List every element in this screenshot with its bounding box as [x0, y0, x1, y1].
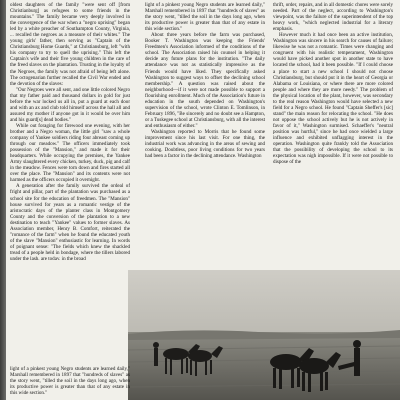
- text-column-2: [145, 2, 265, 272]
- paragraph: light of a pinkest young Negro students are learned daily," Marshall remembered in 1897 that "hundreds of slaves" as the story went, "tilled the soil in the days long ago, when its productive power is greater than that of any estate in this wide section.": [145, 2, 265, 33]
- paragraph: oldest daughters of the family "were sent off [from Christianburg] as refugees to some friends in the mountains." The family became very deeply involved in the convergence of the war when a "negro uprising" began led by a white preacher of Southampton County, Virginia, ... recalled the negroes as a measure of their whites." The young girls' father, then serving as "Captain of the Christiansburg Home Guards," at Christiansburg, left "with his company to try to quell the uprising." This left the Captain's wife and their five young children in the care of the freed slaves on the plantation. Trusting in the loyalty of the Negroes, the family was not afraid of being left alone. The octogenarian further recalled the Civil War ended and the devotion of the slaves:: [10, 2, 130, 87]
- page-binding-edge: [0, 0, 6, 400]
- paragraph: thrift, order, repairs, and in all domestic chores were sorely needed. Part of the neglect, according to Washington's viewpoint, was the failure of the superintendent of the top heavy work, "which neglected industrial for a literary emphasis.: [273, 2, 393, 33]
- paragraph: However much it had once been an active institution, Washington was sincere in his search for causes of failure; likewise he was not a romantic. Times were changing and congruent with his realistic temperament, Washington would have picked another spot in another state to have located the school, had it been possible. "If I could choose a place to start a new school I should not choose Christiansburg, but should put it in the heart of Georgia or Alabama or Louisiana, or where there are more colored people and where they are more needy." The problem of the physical location of the plant, however, was secondary to the real reason Washington would have selected a new field for a Negro school. He found "Captain Sheffer's [sic] stand" the main reason for relocating the school. "He does not oppose the school actively but he is not actively in favor of it," Washington surmised. Schaeffer's "neutral position was hurtful," since he had once wielded a large influence and exhibited unflagging interest in the operation. Washington quite frankly told the Association that the possibility of developing the school to its expectation was nigh impossible. If it were not possible to dispose of the: [273, 32, 393, 166]
- paragraph: About three years before the farm was purchased, Booker T. Washington was keeping the Friends' Freedmen's Association informed of the conditions of the school. The Association raised his counsel in helping it decide any future plans for the institution. "The daily attendance was not as statistically impressive as the Friends would have liked. They specifically asked Washington to suggest ways to offset the declining school membership." A question was raised about the neighborhood—if it were not made possible to support a flourishing enrollment. Much of the Association's future in education in the south depended on Washington's supervision of the school, wrote Clinton E. Tomlinson, in February 1896, "Be sincerely and no doubt see a Hampton, or a Tuskegee school at Christiansburg, with all the interest and enthusiasm of either.": [145, 32, 265, 129]
- paragraph: A generation after the family survived the ordeal of fright and pillar, part of the plantation was purchased as a school site for the education of freedmen. The "Mansion" house survived for years as a romantic vestige of the aristocratic days of the planter class in Montgomery County and the conversion of the plantation to a new destination to teach "Yankee" values to former slaves. As Association member, Henry B. Comfort, reiterated the "romance of the farm" when he found the educated youth of the slave "Mansion" enthusiastic for learning. In words of poignant sense: "The fields which knew the shackled tread of a people held in bondage, where the tillers labored under the lash, are today, in the broad: [10, 183, 130, 260]
- text-column-1: [10, 2, 130, 260]
- text-column-3: [273, 2, 393, 314]
- horse-plowing-photo-icon: [128, 270, 400, 400]
- paragraph: Washington reported to Morris that he found some improvement since his last visit. For one thing, the industrial work was advancing in the areas of sewing and cooking. Doubtless, poor living conditions for two years had been a factor in the declining attendance. Washington: [145, 128, 265, 160]
- paragraph: light of a pinkest young Negro students are learned daily," Marshall remembered in 1897 that "hundreds of slaves" as the story went, "tilled the soil in the days long ago, when its productive power is greater than that of any estate in this wide section.": [10, 366, 130, 397]
- horse-plowing-photo: [128, 270, 400, 400]
- paragraph: While out foraging for firewood one evening, with her brother and a Negro woman, the little girl "saw a whole company of Yankee soldiers riding four abreast coming up through our meadow." The officers immediately took possession of the "Mansion," and made it for their headquarters. While occupying the premises, the Yankee Army slaughtered every chicken, turkey, duck, pig and calf in the meadow. Fences were torn down and fires started all over the place. The "Mansion" and its contents were not harmed as the officers occupied it overnight.: [10, 122, 130, 184]
- text-column-1-continued: [10, 366, 130, 400]
- paragraph: "Our Negroes were all sent, and one little colored Negro that my father paid and thousand dollars in gold for just before the war locked us all in, put a guard at each door and with an ax and club told himself across the hall all and assured my mother if anyone got in it would be over him and his guard[s] dead bodies.": [10, 86, 130, 123]
